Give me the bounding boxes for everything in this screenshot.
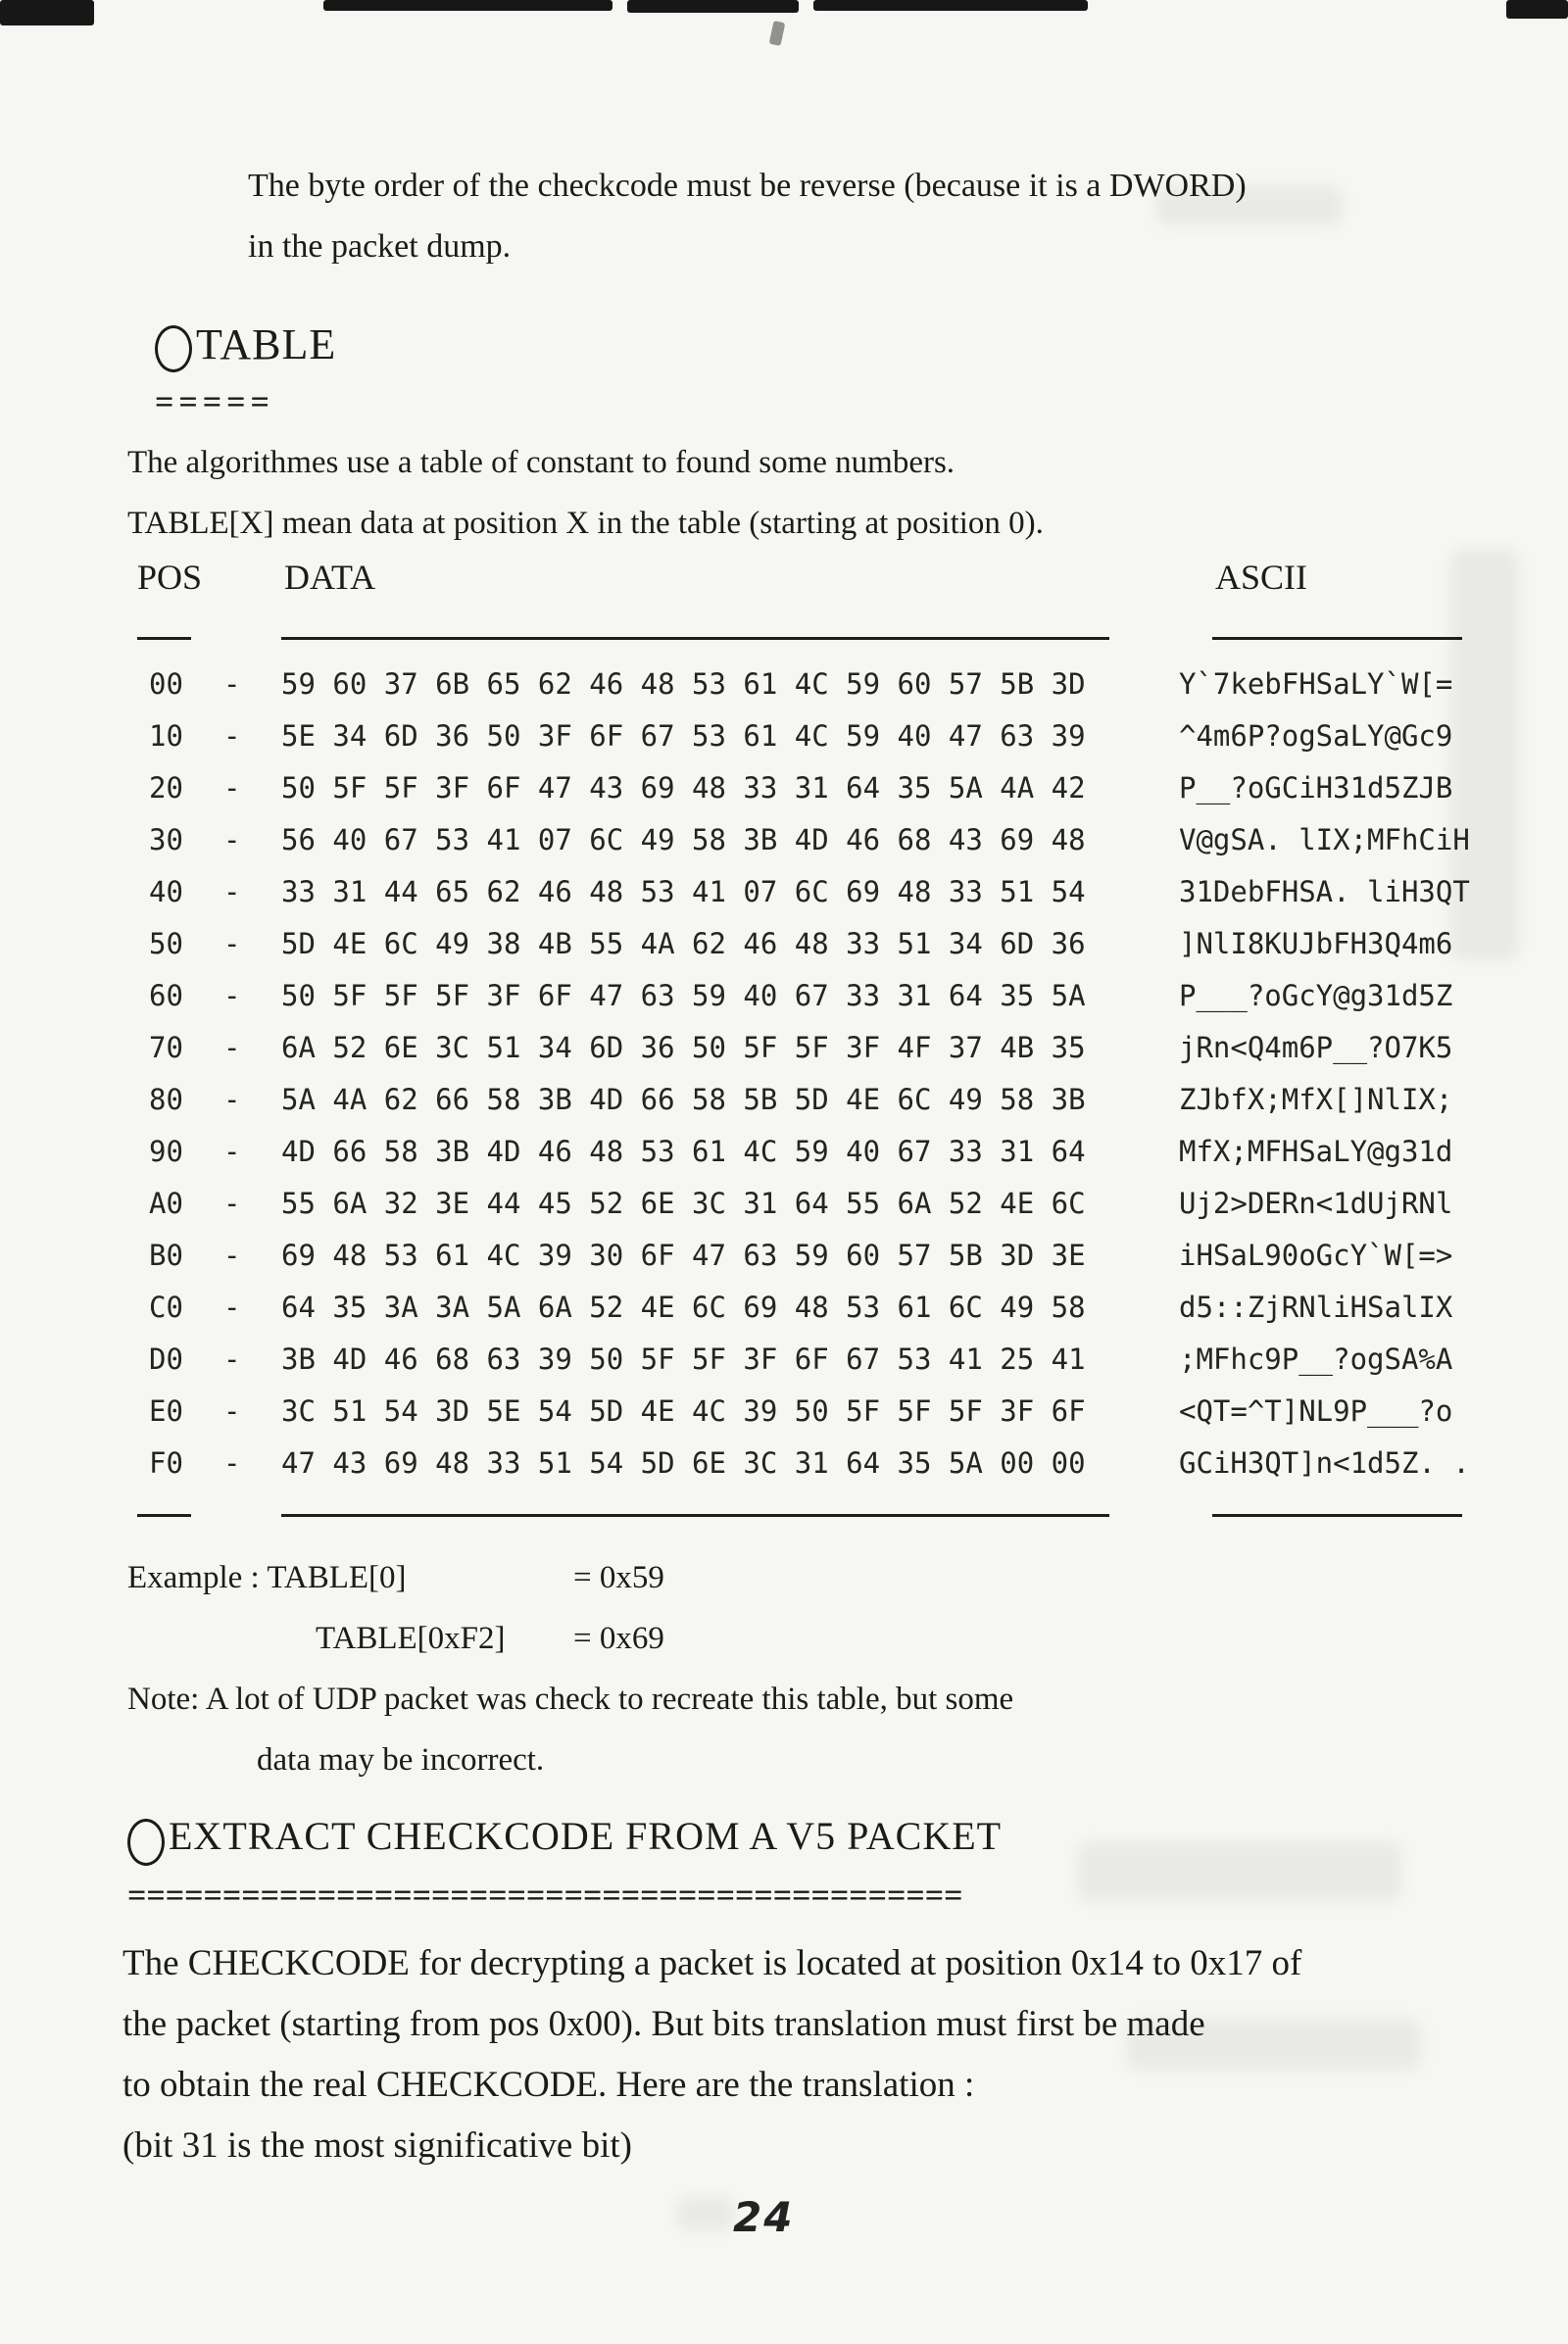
hex-row-ascii: P___?oGcY@g31d5Z — [1179, 979, 1453, 1012]
extract-para-line-2: the packet (starting from pos 0x00). But bits translation must first be made — [122, 2004, 1205, 2044]
hex-row — [0, 1282, 1568, 1334]
footer-rule-ascii — [1212, 1514, 1462, 1517]
hex-row-pos: 70 — [149, 1031, 183, 1064]
hex-row-bytes: 5A 4A 62 66 58 3B 4D 66 58 5B 5D 4E 6C 49 58 3B — [281, 1083, 1086, 1116]
footer-rule-data — [281, 1514, 1109, 1517]
hex-row-pos: 20 — [149, 771, 183, 805]
hex-row-dash: - — [223, 1291, 241, 1324]
page-number: 24 — [733, 2193, 795, 2241]
header-rule-ascii — [1212, 637, 1462, 640]
hex-row-dash: - — [223, 1031, 241, 1064]
hex-row-bytes: 50 5F 5F 3F 6F 47 43 69 48 33 31 64 35 5A 4A 42 — [281, 771, 1086, 805]
hex-row-ascii: MfX;MFHSaLY@g31d — [1179, 1135, 1453, 1168]
hex-row-bytes: 6A 52 6E 3C 51 34 6D 36 50 5F 5F 3F 4F 37 4B 35 — [281, 1031, 1086, 1064]
hex-row-pos: F0 — [149, 1446, 183, 1480]
table-description-line-1: The algorithmes use a table of constant to found some numbers. — [127, 445, 956, 480]
hex-row-ascii: Uj2>DERn<1dUjRNl — [1179, 1187, 1453, 1220]
table-description-line-2: TABLE[X] mean data at position X in the table (starting at position 0). — [127, 506, 1044, 541]
hex-row-pos: 30 — [149, 823, 183, 856]
hex-row-dash: - — [223, 927, 241, 960]
hex-row — [0, 659, 1568, 710]
extract-para-line-4: (bit 31 is the most significative bit) — [122, 2125, 632, 2166]
hex-row-pos: C0 — [149, 1291, 183, 1324]
hex-row-pos: 80 — [149, 1083, 183, 1116]
hex-row-ascii: Y`7kebFHSaLY`W[= — [1179, 667, 1453, 701]
hex-row-pos: 60 — [149, 979, 183, 1012]
hex-row-bytes: 5D 4E 6C 49 38 4B 55 4A 62 46 48 33 51 34 6D 36 — [281, 927, 1086, 960]
column-header-data: DATA — [284, 558, 376, 597]
hex-row-ascii: <QT=^T]NL9P___?o — [1179, 1394, 1453, 1428]
hex-row-ascii: V@gSA. lIX;MFhCiH — [1179, 823, 1470, 856]
hex-row-ascii: jRn<Q4m6P__?O7K5 — [1179, 1031, 1453, 1064]
hex-row-dash: - — [223, 1394, 241, 1428]
hex-row — [0, 1074, 1568, 1126]
hex-row — [0, 1386, 1568, 1438]
hex-row-dash: - — [223, 667, 241, 701]
hex-row-dash: - — [223, 1187, 241, 1220]
hex-row-pos: 40 — [149, 875, 183, 908]
hex-row-ascii: ZJbfX;MfX[]NlIX; — [1179, 1083, 1453, 1116]
footer-rule-pos — [137, 1514, 191, 1517]
hex-row-ascii: ;MFhc9P__?ogSA%A — [1179, 1343, 1453, 1376]
hex-row-pos: E0 — [149, 1394, 183, 1428]
hex-row — [0, 1230, 1568, 1282]
hex-row-ascii: d5::ZjRNliHSalIX — [1179, 1291, 1453, 1324]
hex-row-dash: - — [223, 823, 241, 856]
scan-artifact-top-mid-2 — [627, 0, 799, 13]
column-header-pos: POS — [137, 558, 203, 597]
hex-row-dash: - — [223, 719, 241, 753]
hex-row — [0, 866, 1568, 918]
hex-row-dash: - — [223, 771, 241, 805]
circle-bullet-icon — [127, 1819, 165, 1866]
hex-row — [0, 1438, 1568, 1489]
hex-row-ascii: P__?oGCiH31d5ZJB — [1179, 771, 1453, 805]
header-rule-pos — [137, 637, 191, 640]
hex-row-ascii: iHSaL90oGcY`W[=> — [1179, 1239, 1453, 1272]
hex-row-bytes: 33 31 44 65 62 46 48 53 41 07 6C 69 48 33 51 54 — [281, 875, 1086, 908]
extract-para-line-3: to obtain the real CHECKCODE. Here are the translation : — [122, 2065, 975, 2105]
hex-row-bytes: 56 40 67 53 41 07 6C 49 58 3B 4D 46 68 43 69 48 — [281, 823, 1086, 856]
hex-row-bytes: 47 43 69 48 33 51 54 5D 6E 3C 31 64 35 5A 00 00 — [281, 1446, 1086, 1480]
hex-row-dash: - — [223, 1135, 241, 1168]
hex-row-ascii: ]NlI8KUJbFH3Q4m6 — [1179, 927, 1453, 960]
scan-artifact-top-mid-3 — [813, 0, 1088, 11]
hex-row-bytes: 3C 51 54 3D 5E 54 5D 4E 4C 39 50 5F 5F 5F 3F 6F — [281, 1394, 1086, 1428]
extract-para-line-1: The CHECKCODE for decrypting a packet is located at position 0x14 to 0x17 of — [122, 1943, 1302, 1983]
hex-row — [0, 918, 1568, 970]
hex-row — [0, 1022, 1568, 1074]
hex-row-pos: D0 — [149, 1343, 183, 1376]
table-section-heading: TABLE — [196, 320, 337, 368]
column-header-ascii: ASCII — [1215, 558, 1308, 597]
hex-row-dash: - — [223, 979, 241, 1012]
extract-heading-underline: ============================================ — [127, 1878, 963, 1914]
hex-row-pos: 00 — [149, 667, 183, 701]
hex-row-bytes: 3B 4D 46 68 63 39 50 5F 5F 3F 6F 67 53 41 25 41 — [281, 1343, 1086, 1376]
hex-row — [0, 710, 1568, 762]
hex-row-dash: - — [223, 1446, 241, 1480]
hex-row-dash: - — [223, 1083, 241, 1116]
hex-row-bytes: 64 35 3A 3A 5A 6A 52 4E 6C 69 48 53 61 6C 49 58 — [281, 1291, 1086, 1324]
table-heading-underline: ===== — [155, 384, 274, 420]
hex-row-ascii: GCiH3QT]n<1d5Z. . — [1179, 1446, 1470, 1480]
hex-row-ascii: ^4m6P?ogSaLY@Gc9 — [1179, 719, 1453, 753]
hex-row — [0, 814, 1568, 866]
hex-row — [0, 1126, 1568, 1178]
hex-row — [0, 970, 1568, 1022]
example-line2-value: = 0x69 — [573, 1621, 664, 1656]
scan-artifact-top-left — [0, 0, 94, 25]
hex-row — [0, 1334, 1568, 1386]
scan-artifact-top-mid-1 — [323, 0, 612, 11]
scan-ghost-3 — [1078, 1842, 1401, 1901]
hex-row — [0, 1178, 1568, 1230]
hex-row — [0, 762, 1568, 814]
scan-ghost-5 — [676, 2197, 735, 2230]
scan-artifact-top-right — [1506, 0, 1568, 19]
hex-row-bytes: 59 60 37 6B 65 62 46 48 53 61 4C 59 60 57 5B 3D — [281, 667, 1086, 701]
hex-row-pos: 10 — [149, 719, 183, 753]
hex-row-bytes: 55 6A 32 3E 44 45 52 6E 3C 31 64 55 6A 52 4E 6C — [281, 1187, 1086, 1220]
intro-line-1: The byte order of the checkcode must be reverse (because it is a DWORD) — [248, 168, 1247, 204]
example-line1-label: Example : TABLE[0] — [127, 1560, 407, 1595]
hex-row-pos: A0 — [149, 1187, 183, 1220]
note-line-2: data may be incorrect. — [257, 1742, 545, 1778]
hex-row-dash: - — [223, 875, 241, 908]
example-line2-label: TABLE[0xF2] — [316, 1621, 506, 1656]
hex-row-pos: 50 — [149, 927, 183, 960]
hex-row-dash: - — [223, 1343, 241, 1376]
note-line-1: Note: A lot of UDP packet was check to recreate this table, but some — [127, 1682, 1014, 1717]
header-rule-data — [281, 637, 1109, 640]
hex-row-pos: B0 — [149, 1239, 183, 1272]
hex-row-pos: 90 — [149, 1135, 183, 1168]
scan-artifact-smudge — [769, 21, 786, 46]
hex-row-bytes: 5E 34 6D 36 50 3F 6F 67 53 61 4C 59 40 47 63 39 — [281, 719, 1086, 753]
hex-row-bytes: 69 48 53 61 4C 39 30 6F 47 63 59 60 57 5B 3D 3E — [281, 1239, 1086, 1272]
example-line1-value: = 0x59 — [573, 1560, 664, 1595]
intro-line-2: in the packet dump. — [248, 228, 512, 265]
hex-row-ascii: 31DebFHSA. liH3QT — [1179, 875, 1470, 908]
hex-row-bytes: 50 5F 5F 5F 3F 6F 47 63 59 40 67 33 31 64 35 5A — [281, 979, 1086, 1012]
extract-section-heading: EXTRACT CHECKCODE FROM A V5 PACKET — [169, 1814, 1003, 1858]
circle-bullet-icon — [155, 325, 192, 372]
hex-row-dash: - — [223, 1239, 241, 1272]
hex-row-bytes: 4D 66 58 3B 4D 46 48 53 61 4C 59 40 67 33 31 64 — [281, 1135, 1086, 1168]
